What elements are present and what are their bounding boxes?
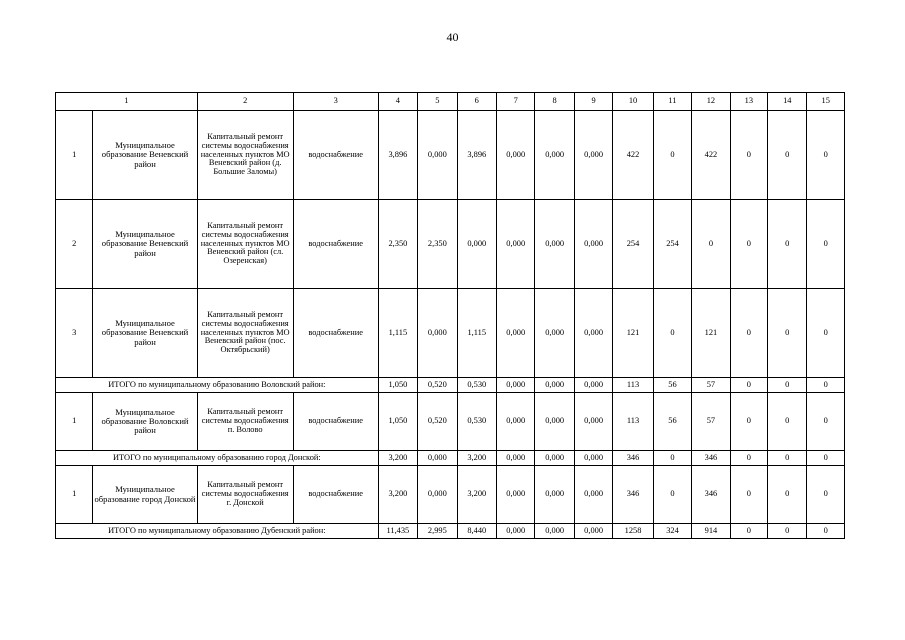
value-cell: 8,440: [457, 524, 496, 539]
page-number: 40: [446, 30, 459, 44]
value-cell: 1,050: [378, 378, 417, 393]
value-cell: 1,115: [457, 289, 496, 378]
table-body: [56, 111, 845, 539]
value-cell: 0,000: [535, 393, 574, 451]
value-cell: 0: [768, 200, 807, 289]
municipality-cell: Муниципальное образование Веневский район: [93, 111, 197, 200]
column-header: 8: [535, 93, 574, 111]
value-cell: 0: [768, 393, 807, 451]
value-cell: 2,350: [418, 200, 457, 289]
value-cell: 346: [613, 451, 653, 466]
value-cell: 0,530: [457, 393, 496, 451]
category-cell: водоснабжение: [293, 289, 378, 378]
value-cell: 254: [653, 200, 691, 289]
data-table: [55, 92, 845, 539]
category-cell: водоснабжение: [293, 200, 378, 289]
value-cell: 0: [730, 451, 767, 466]
value-cell: 0,000: [535, 466, 574, 524]
value-cell: 0: [768, 378, 807, 393]
table-row: [56, 466, 845, 524]
value-cell: 0,000: [496, 289, 534, 378]
row-number: 2: [56, 200, 93, 289]
municipality-cell: Муниципальное образование Воловский район: [93, 393, 197, 451]
column-header: 3: [293, 93, 378, 111]
project-cell: Капитальный ремонт системы водоснабжения населенных пунктов МО Веневский район (пос. Октябрьский): [197, 289, 293, 378]
value-cell: 1258: [613, 524, 653, 539]
value-cell: 56: [653, 378, 691, 393]
value-cell: 0,000: [535, 378, 574, 393]
value-cell: 0,000: [535, 111, 574, 200]
value-cell: 0,520: [418, 378, 457, 393]
value-cell: 0,000: [496, 393, 534, 451]
value-cell: 0: [807, 524, 845, 539]
column-header: 12: [692, 93, 730, 111]
value-cell: 11,435: [378, 524, 417, 539]
value-cell: 0: [730, 200, 767, 289]
value-cell: 346: [692, 451, 730, 466]
table-row: [56, 393, 845, 451]
column-header: 14: [768, 93, 807, 111]
value-cell: 0: [653, 451, 691, 466]
value-cell: 0,000: [574, 111, 612, 200]
value-cell: 0,520: [418, 393, 457, 451]
value-cell: 0,000: [496, 466, 534, 524]
value-cell: 0,000: [418, 111, 457, 200]
column-header: 6: [457, 93, 496, 111]
value-cell: 0,000: [574, 393, 612, 451]
value-cell: 0,000: [496, 451, 534, 466]
value-cell: 0: [653, 111, 691, 200]
value-cell: 0: [730, 378, 767, 393]
value-cell: 56: [653, 393, 691, 451]
value-cell: 0,000: [496, 200, 534, 289]
value-cell: 0: [730, 524, 767, 539]
category-cell: водоснабжение: [293, 393, 378, 451]
municipality-cell: Муниципальное образование Веневский район: [93, 200, 197, 289]
value-cell: 0,000: [574, 466, 612, 524]
total-row: [56, 451, 845, 466]
value-cell: 0,530: [457, 378, 496, 393]
value-cell: 1,050: [378, 393, 417, 451]
value-cell: 0,000: [496, 111, 534, 200]
value-cell: 0,000: [418, 451, 457, 466]
row-number: 1: [56, 393, 93, 451]
column-header: 7: [496, 93, 534, 111]
value-cell: 121: [692, 289, 730, 378]
value-cell: 0: [768, 524, 807, 539]
project-cell: Капитальный ремонт системы водоснабжения населенных пунктов МО Веневский район (сл. Озеренская): [197, 200, 293, 289]
value-cell: 0,000: [496, 524, 534, 539]
table-row: [56, 111, 845, 200]
value-cell: 0,000: [574, 524, 612, 539]
value-cell: 0: [730, 289, 767, 378]
value-cell: 0: [807, 200, 845, 289]
value-cell: 3,200: [457, 451, 496, 466]
table-header-row: [56, 93, 845, 111]
value-cell: 346: [613, 466, 653, 524]
value-cell: 2,995: [418, 524, 457, 539]
column-header: 2: [197, 93, 293, 111]
value-cell: 121: [613, 289, 653, 378]
value-cell: 0,000: [574, 451, 612, 466]
value-cell: 0: [653, 466, 691, 524]
value-cell: 1,115: [378, 289, 417, 378]
table-row: [56, 289, 845, 378]
row-number: 1: [56, 466, 93, 524]
value-cell: 57: [692, 393, 730, 451]
value-cell: 0: [807, 393, 845, 451]
project-cell: Капитальный ремонт системы водоснабжения населенных пунктов МО Веневский район (д. Большие Заломы): [197, 111, 293, 200]
column-header: 9: [574, 93, 612, 111]
value-cell: 0,000: [535, 289, 574, 378]
value-cell: 0: [768, 466, 807, 524]
value-cell: 346: [692, 466, 730, 524]
total-label: ИТОГО по муниципальному образованию город Донской:: [56, 451, 379, 466]
value-cell: 113: [613, 378, 653, 393]
column-header: 10: [613, 93, 653, 111]
value-cell: 0,000: [535, 200, 574, 289]
municipality-cell: Муниципальное образование город Донской: [93, 466, 197, 524]
total-row: [56, 524, 845, 539]
value-cell: 3,896: [457, 111, 496, 200]
total-label: ИТОГО по муниципальному образованию Дубенский район:: [56, 524, 379, 539]
value-cell: 0: [807, 451, 845, 466]
category-cell: водоснабжение: [293, 466, 378, 524]
value-cell: 2,350: [378, 200, 417, 289]
value-cell: 0: [730, 393, 767, 451]
value-cell: 0,000: [535, 524, 574, 539]
value-cell: 0,000: [457, 200, 496, 289]
column-header: 1: [56, 93, 198, 111]
value-cell: 422: [692, 111, 730, 200]
value-cell: 3,200: [457, 466, 496, 524]
value-cell: 0,000: [574, 200, 612, 289]
table-row: [56, 200, 845, 289]
column-header: 4: [378, 93, 417, 111]
value-cell: 0: [807, 289, 845, 378]
value-cell: 0,000: [496, 378, 534, 393]
value-cell: 0: [768, 111, 807, 200]
value-cell: 0: [807, 466, 845, 524]
value-cell: 0: [807, 111, 845, 200]
value-cell: 422: [613, 111, 653, 200]
value-cell: 0,000: [535, 451, 574, 466]
row-number: 1: [56, 111, 93, 200]
category-cell: водоснабжение: [293, 111, 378, 200]
value-cell: 0: [692, 200, 730, 289]
value-cell: 0,000: [418, 289, 457, 378]
column-header: 13: [730, 93, 767, 111]
row-number: 3: [56, 289, 93, 378]
column-header: 5: [418, 93, 457, 111]
column-header: 15: [807, 93, 845, 111]
value-cell: 0,000: [574, 289, 612, 378]
column-header: 11: [653, 93, 691, 111]
value-cell: 57: [692, 378, 730, 393]
value-cell: 0: [730, 111, 767, 200]
value-cell: 0: [730, 466, 767, 524]
value-cell: 0: [768, 451, 807, 466]
total-label: ИТОГО по муниципальному образованию Воловский район:: [56, 378, 379, 393]
municipality-cell: Муниципальное образование Веневский район: [93, 289, 197, 378]
value-cell: 254: [613, 200, 653, 289]
value-cell: 0: [807, 378, 845, 393]
project-cell: Капитальный ремонт системы водоснабжения г. Донской: [197, 466, 293, 524]
project-cell: Капитальный ремонт системы водоснабжения п. Волово: [197, 393, 293, 451]
value-cell: 0: [653, 289, 691, 378]
value-cell: 113: [613, 393, 653, 451]
value-cell: 324: [653, 524, 691, 539]
value-cell: 3,200: [378, 466, 417, 524]
total-row: [56, 378, 845, 393]
value-cell: 3,896: [378, 111, 417, 200]
value-cell: 0: [768, 289, 807, 378]
value-cell: 0,000: [574, 378, 612, 393]
value-cell: 0,000: [418, 466, 457, 524]
value-cell: 3,200: [378, 451, 417, 466]
value-cell: 914: [692, 524, 730, 539]
